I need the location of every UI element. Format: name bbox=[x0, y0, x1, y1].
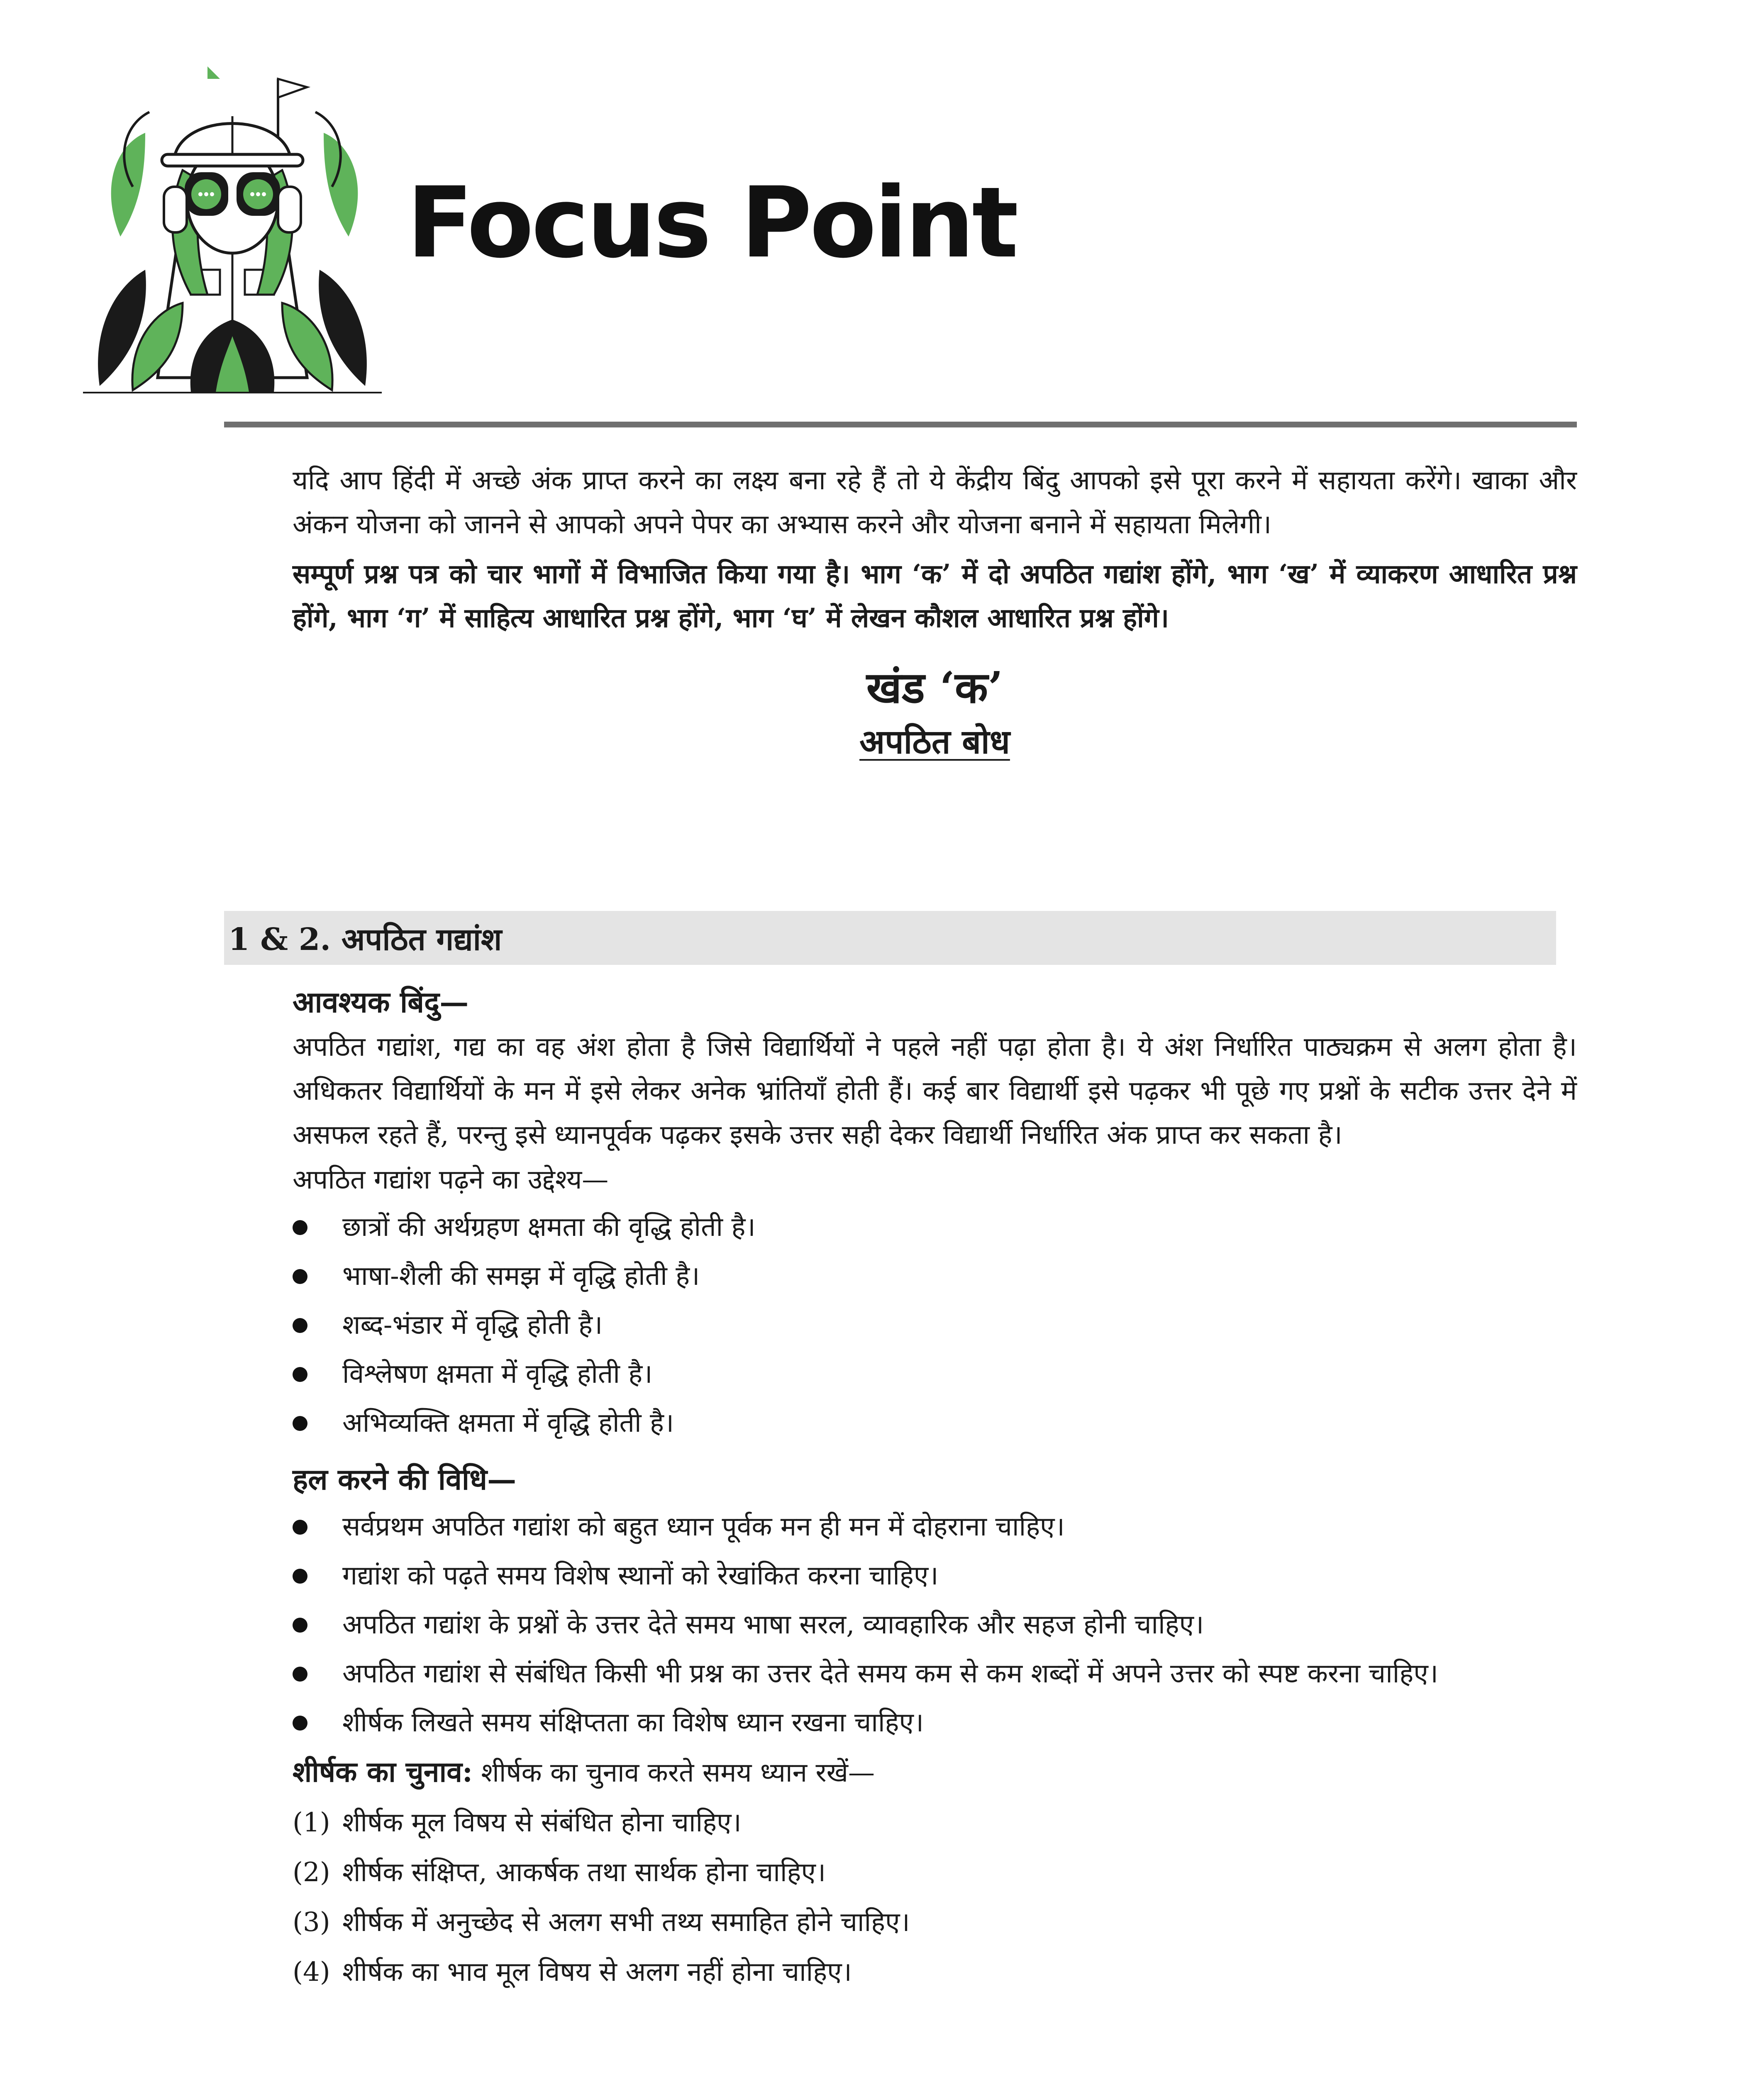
title-choice-label: शीर्षक का चुनाव: bbox=[293, 1755, 473, 1789]
paper-structure-paragraph: सम्पूर्ण प्रश्न पत्र को चार भागों में विभाजित किया गया है। भाग ‘क’ में दो अपठित गद्यांश होंगे, भाग ‘ख’ में व्याकरण आधारित प्रश्न होंगे, भाग ‘ग’ में साहित्य आधारित प्रश्न होंगे, भाग ‘घ’ में लेखन कौशल आधारित प्रश्न होंगे। bbox=[293, 559, 1577, 634]
list-item: शीर्षक लिखते समय संक्षिप्तता का विशेष ध्यान रखना चाहिए। bbox=[293, 1698, 1577, 1747]
page-title: Focus Point bbox=[407, 166, 1016, 280]
purpose-lead: अपठित गद्यांश पढ़ने का उद्देश्य— bbox=[293, 1164, 609, 1195]
intro-paragraph: यदि आप हिंदी में अच्छे अंक प्राप्त करने का लक्ष्य बना रहे हैं तो ये केंद्रीय बिंदु आपको इसे पूरा करने में सहायता करेंगे। खाका और अंकन योजना को जानने से आपको अपने पेपर का अभ्यास करने और योजना बनाने में सहायता मिलेगी। bbox=[293, 465, 1577, 540]
explorer-binoculars-illustration bbox=[83, 62, 382, 394]
list-item: अपठित गद्यांश के प्रश्नों के उत्तर देते समय भाषा सरल, व्यावहारिक और सहज होनी चाहिए। bbox=[293, 1600, 1577, 1649]
section-heading: 1 & 2. अपठित गद्यांश bbox=[228, 921, 502, 957]
title-rules-list bbox=[293, 1798, 1577, 1997]
essential-points-heading: आवश्यक बिंदु— bbox=[293, 985, 469, 1019]
list-item bbox=[293, 1848, 1577, 1897]
rule-number: (3) bbox=[293, 1907, 330, 1938]
list-item: शब्द-भंडार में वृद्धि होती है। bbox=[293, 1301, 1577, 1350]
method-heading: हल करने की विधि— bbox=[293, 1462, 517, 1496]
list-item: सर्वप्रथम अपठित गद्यांश को बहुत ध्यान पूर्वक मन ही मन में दोहराना चाहिए। bbox=[293, 1502, 1577, 1551]
intro-section bbox=[293, 459, 1577, 763]
rule-text: शीर्षक में अनुच्छेद से अलग सभी तथ्य समाहित होने चाहिए। bbox=[342, 1907, 910, 1938]
khand-subtitle: अपठित बोध bbox=[859, 722, 1010, 761]
list-item: विश्लेषण क्षमता में वृद्धि होती है। bbox=[293, 1350, 1577, 1399]
title-choice-line bbox=[293, 1747, 1577, 1798]
rule-text: शीर्षक संक्षिप्त, आकर्षक तथा सार्थक होना चाहिए। bbox=[342, 1857, 826, 1888]
khand-subtitle-wrap bbox=[293, 718, 1577, 763]
section-heading-bar bbox=[224, 911, 1556, 965]
purpose-list bbox=[293, 1203, 1577, 1448]
rule-text: शीर्षक का भाव मूल विषय से अलग नहीं होना चाहिए। bbox=[342, 1957, 852, 1987]
rule-number: (1) bbox=[293, 1807, 330, 1838]
list-item bbox=[293, 1798, 1577, 1848]
rule-number: (2) bbox=[293, 1857, 330, 1888]
header-divider bbox=[224, 422, 1577, 427]
rule-number: (4) bbox=[293, 1957, 330, 1987]
title-choice-text: शीर्षक का चुनाव करते समय ध्यान रखें— bbox=[473, 1758, 875, 1788]
method-list bbox=[293, 1502, 1577, 1747]
list-item: अपठित गद्यांश से संबंधित किसी भी प्रश्न का उत्तर देते समय कम से कम शब्दों में अपने उत्तर को स्पष्ट करना चाहिए। bbox=[293, 1649, 1577, 1698]
section-body bbox=[293, 979, 1577, 1997]
list-item bbox=[293, 1897, 1577, 1947]
list-item: गद्यांश को पढ़ते समय विशेष स्थानों को रेखांकित करना चाहिए। bbox=[293, 1551, 1577, 1600]
khand-title: खंड ‘क’ bbox=[866, 662, 1003, 713]
list-item: छात्रों की अर्थग्रहण क्षमता की वृद्धि होती है। bbox=[293, 1203, 1577, 1252]
rule-text: शीर्षक मूल विषय से संबंधित होना चाहिए। bbox=[342, 1807, 742, 1838]
list-item: भाषा-शैली की समझ में वृद्धि होती है। bbox=[293, 1252, 1577, 1301]
list-item: अभिव्यक्ति क्षमता में वृद्धि होती है। bbox=[293, 1399, 1577, 1448]
list-item bbox=[293, 1947, 1577, 1997]
essential-paragraph: अपठित गद्यांश, गद्य का वह अंश होता है जिसे विद्यार्थियों ने पहले नहीं पढ़ा होता है। ये अंश निर्धारित पाठ्यक्रम से अलग होता है। अधिकतर विद्यार्थियों के मन में इसे लेकर अनेक भ्रांतियाँ होती हैं। कई बार विद्यार्थी इसे पढ़कर भी पूछे गए प्रश्नों के सटीक उत्तर देने में असफल रहते हैं, परन्तु इसे ध्यानपूर्वक पढ़कर इसके उत्तर सही देकर विद्यार्थी निर्धारित अंक प्राप्त कर सकता है। bbox=[293, 1032, 1577, 1150]
